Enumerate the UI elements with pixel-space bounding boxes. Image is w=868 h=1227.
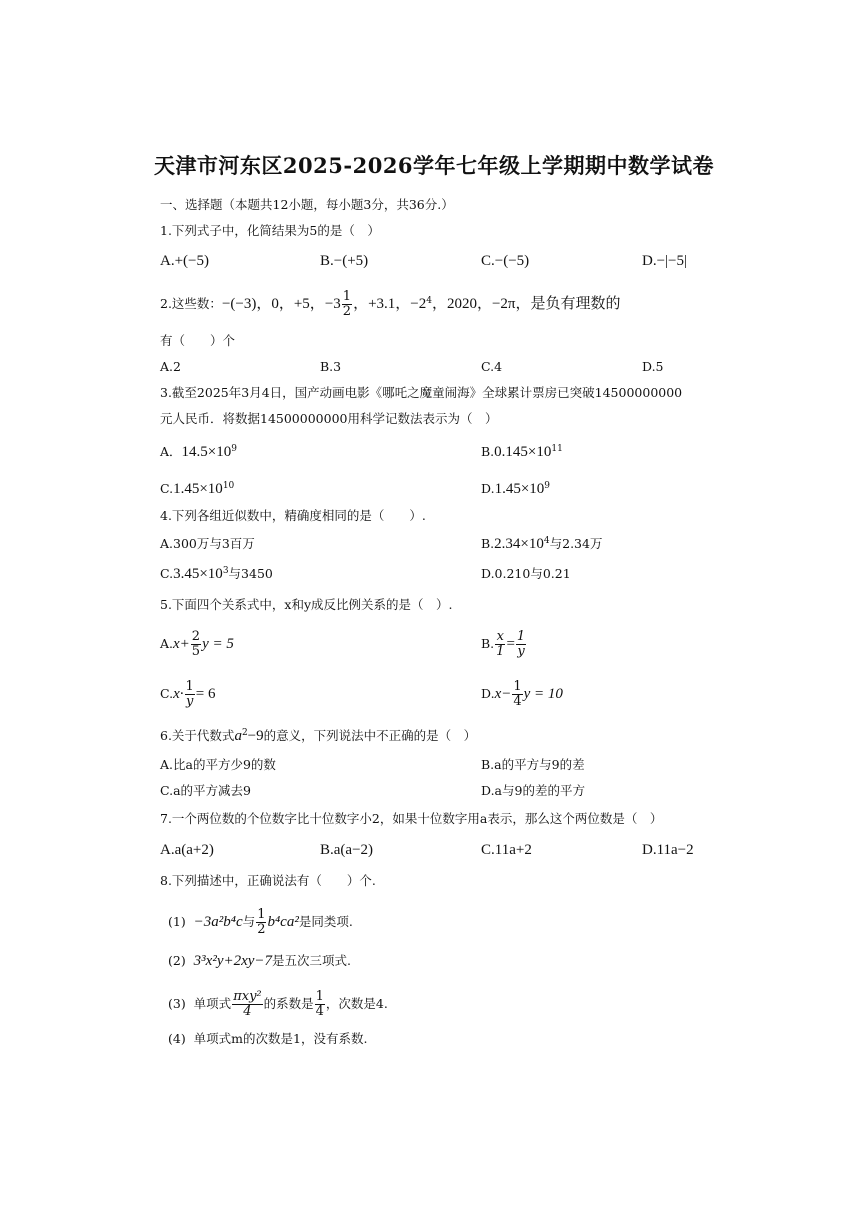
- q3-option-d-exp: 9: [544, 480, 551, 491]
- q5-option-b-fraction-2: [516, 630, 526, 659]
- q4-option-c-label: C.: [160, 566, 174, 581]
- q3-option-a-label: A．: [160, 444, 182, 459]
- q4-option-b-base: 2.34×10: [494, 536, 544, 552]
- q4-option-b: [481, 535, 602, 553]
- q3-option-c-exp: 10: [222, 480, 235, 491]
- q4-option-d: D.0.210与0.21: [481, 566, 571, 581]
- question-2-stem-end: 有（ ）个: [160, 333, 236, 348]
- q2-exponent: 4: [426, 295, 432, 306]
- q6-option-b: B.a的平方与9的差: [481, 757, 585, 772]
- q8-s1-expr: −3a²b⁴c: [193, 914, 243, 930]
- q5-option-b-equals: =: [506, 636, 515, 652]
- q7-option-d: D.11a−2: [642, 842, 694, 858]
- q5-option-b-fraction-1: [495, 630, 505, 659]
- q3-option-c: [160, 480, 234, 498]
- q2-option-a: A.2: [160, 359, 181, 374]
- q4-option-c-exp: 3: [222, 565, 229, 576]
- q5-option-a-fraction: [191, 630, 201, 659]
- q5-b-denominator-1: 1: [496, 644, 505, 659]
- q3-option-a-base: 14.5×10: [181, 444, 232, 460]
- q6-stem-prefix: 6.关于代数式: [160, 728, 235, 743]
- q1-option-a: A.+(−5): [160, 253, 209, 269]
- question-7-stem: 7.一个两位数的个位数字比十位数字小2，如果十位数字用a表示，那么这个两位数是（ ）: [160, 811, 663, 826]
- q2-fraction-denominator: 2: [342, 304, 352, 319]
- q5-option-c-label: C.: [160, 686, 174, 701]
- q5-c-denominator: y: [185, 694, 194, 709]
- q8-s4-text: 单项式m的次数是1，没有系数.: [193, 1031, 368, 1046]
- q8-s1-mid: 与: [242, 914, 256, 929]
- question-3-stem-line2: 元人民币．将数据14500000000用科学记数法表示为（ ）: [160, 411, 498, 426]
- q5-a-numerator: 2: [191, 629, 201, 644]
- q3-option-b: [481, 443, 563, 461]
- q8-s1-fraction: [256, 908, 266, 937]
- question-8-stem: 8.下列描述中，正确说法有（ ）个.: [160, 873, 376, 888]
- q8-s1-label: (1): [168, 914, 186, 929]
- q4-option-b-exp: 4: [543, 535, 550, 546]
- q8-s2-expr: 3³x²y+2xy−7: [193, 953, 273, 969]
- q2-option-d: D.5: [642, 359, 664, 374]
- q7-option-a: A.a(a+2): [160, 842, 214, 858]
- q2-numbers-part1: −(−3)，0，+5，: [221, 296, 325, 312]
- q5-d-denominator: 4: [513, 694, 522, 709]
- q2-numbers-part3: ，2020，−2π，是负有理数的: [431, 296, 621, 312]
- q5-option-a: [160, 630, 234, 659]
- question-5-stem: 5.下面四个关系式中，x和y成反比例关系的是（ ）.: [160, 597, 453, 612]
- q8-s3-denominator-2: 4: [315, 1004, 324, 1019]
- q2-fraction-numerator: 1: [342, 289, 352, 304]
- q8-s3-pre: 单项式: [193, 996, 232, 1011]
- section-heading: 一、选择题（本题共12小题，每小题3分，共36分.）: [160, 197, 454, 212]
- q7-option-c: C.11a+2: [481, 842, 532, 858]
- q4-option-b-label: B.: [481, 536, 495, 551]
- q3-option-c-label: C.: [160, 481, 174, 496]
- q5-option-b: [481, 630, 527, 659]
- q4-option-c: [160, 565, 273, 583]
- q1-option-c: C.−(−5): [481, 253, 530, 269]
- q8-statement-3: [168, 990, 388, 1019]
- q2-stem-prefix: 2.这些数：: [160, 296, 222, 311]
- q3-option-a: [160, 443, 237, 461]
- q8-s3-numerator-1: πxy²: [233, 989, 262, 1004]
- q5-option-a-pre: x+: [173, 636, 190, 652]
- q1-option-b: B.−(+5): [320, 253, 369, 269]
- q5-d-numerator: 1: [513, 679, 522, 694]
- q7-option-b: B.a(a−2): [320, 842, 374, 858]
- q3-option-d: [481, 480, 550, 498]
- q1-option-d: D.−|−5|: [642, 253, 688, 269]
- q5-option-c-fraction: [185, 680, 195, 709]
- q3-option-d-base: 1.45×10: [494, 481, 545, 497]
- q3-option-d-label: D.: [481, 481, 495, 496]
- q8-statement-2: [168, 952, 351, 970]
- q5-c-numerator: 1: [185, 679, 194, 694]
- q5-b-numerator-1: x: [496, 629, 504, 644]
- q4-option-a: A.300万与3百万: [160, 536, 255, 551]
- q3-option-c-base: 1.45×10: [173, 481, 223, 497]
- q4-option-b-tail: 与2.34万: [549, 536, 603, 551]
- question-3-stem-line1: 3.截至2025年3月4日，国产动画电影《哪吒之魔童闹海》全球累计票房已突破14500000000: [160, 385, 683, 400]
- q8-s1-numerator: 1: [257, 907, 266, 922]
- q2-option-c: C.4: [481, 359, 503, 374]
- question-6-stem: [160, 727, 476, 745]
- q3-option-b-exp: 11: [551, 443, 563, 454]
- q8-s3-post: ，次数是4.: [325, 996, 388, 1011]
- q8-s1-denominator: 2: [257, 922, 266, 937]
- q3-option-b-label: B.: [481, 444, 495, 459]
- q5-option-b-label: B.: [481, 636, 495, 651]
- q3-option-a-exp: 9: [231, 443, 237, 454]
- q5-b-numerator-2: 1: [516, 629, 526, 644]
- q8-statement-4: [168, 1030, 367, 1048]
- q4-option-c-tail: 与3450: [228, 566, 273, 581]
- q2-mixed-integer: −3: [324, 296, 341, 312]
- page-title: 天津市河东区2025-2026学年七年级上学期期中数学试卷: [153, 153, 715, 178]
- q8-s2-post: 是五次三项式.: [272, 953, 352, 968]
- q5-option-d-post: y = 10: [523, 686, 563, 702]
- q6-stem-suffix: 的意义，下列说法中不正确的是（ ）: [263, 728, 477, 743]
- q8-s3-fraction-1: [232, 990, 262, 1019]
- question-4-stem: 4.下列各组近似数中，精确度相同的是（ ）.: [160, 508, 426, 523]
- q8-s3-fraction-2: [315, 990, 325, 1019]
- q3-option-b-base: 0.145×10: [494, 444, 552, 460]
- q5-a-denominator: 5: [191, 644, 201, 659]
- q5-option-d-label: D.: [481, 686, 495, 701]
- q8-s4-label: (4): [168, 1031, 186, 1046]
- q8-s3-numerator-2: 1: [315, 989, 324, 1004]
- q6-option-d: D.a与9的差的平方: [481, 783, 585, 798]
- q8-s1-post: 是同类项.: [298, 914, 353, 929]
- q6-stem-variable: a: [234, 728, 242, 744]
- q8-s1-expr2: b⁴ca²: [267, 914, 299, 930]
- q5-option-a-label: A.: [160, 636, 174, 651]
- q8-s2-label: (2): [168, 953, 186, 968]
- question-2-stem: [160, 290, 621, 319]
- q5-option-d-pre: x−: [494, 686, 512, 702]
- q6-stem-constant: −9: [247, 728, 264, 744]
- q8-statement-1: [168, 908, 353, 937]
- q5-option-c-pre: x·: [173, 686, 184, 702]
- q4-option-c-base: 3.45×10: [173, 566, 223, 582]
- q5-option-d-fraction: [512, 680, 522, 709]
- q2-option-b: B.3: [320, 359, 342, 374]
- q5-option-c-post: = 6: [195, 686, 216, 702]
- q2-numbers-part2: ，+3.1，−2: [353, 296, 427, 312]
- q8-s3-mid: 的系数是: [263, 996, 314, 1011]
- q6-option-c: C.a的平方减去9: [160, 783, 251, 798]
- q2-fraction: [342, 290, 352, 319]
- q8-s3-label: (3): [168, 996, 186, 1011]
- q6-stem-exponent: 2: [241, 727, 248, 738]
- q5-option-d: [481, 680, 563, 709]
- q8-s3-denominator-1: 4: [243, 1004, 252, 1019]
- q5-b-denominator-2: y: [517, 644, 525, 659]
- q5-option-c: [160, 680, 216, 709]
- question-1-stem: 1.下列式子中，化简结果为5的是（ ）: [160, 223, 380, 238]
- q5-option-a-post: y = 5: [202, 636, 234, 652]
- q6-option-a: A.比a的平方少9的数: [160, 757, 276, 772]
